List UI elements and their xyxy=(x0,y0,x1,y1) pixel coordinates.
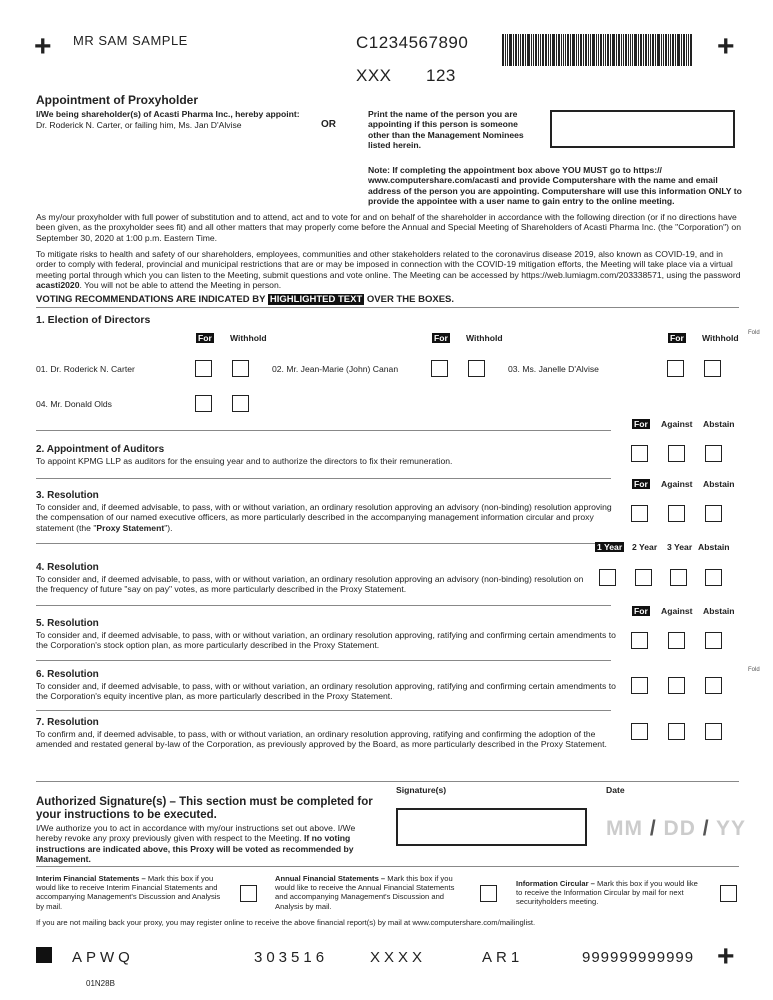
item6-against-checkbox[interactable] xyxy=(668,677,685,694)
signature-box[interactable] xyxy=(396,808,587,846)
barcode-bar xyxy=(556,34,557,66)
fold-mark-2: Fold xyxy=(748,667,760,673)
footer-code-3: XXXX xyxy=(370,949,427,966)
divider xyxy=(36,710,611,711)
barcode-bar xyxy=(598,34,599,66)
item3-text: To consider and, if deemed advisable, to pass, with or without variation, an ordinary resolution approving an advisory (non-binding) resolution approving the compensation of our named executive officers, as more particularly described in the accompanying management information circular and proxy statement (the "Proxy Statement"). xyxy=(36,502,612,533)
director-01: 01. Dr. Roderick N. Carter xyxy=(36,364,135,374)
item2-for-checkbox[interactable] xyxy=(631,445,648,462)
divider xyxy=(36,430,611,431)
barcode-bar xyxy=(540,34,541,66)
barcode-bar xyxy=(600,34,602,66)
annual-statements-checkbox[interactable] xyxy=(480,885,497,902)
barcode-bar xyxy=(552,34,555,66)
for-header-item2: For xyxy=(634,419,648,429)
barcode-bar xyxy=(630,34,631,66)
barcode-bar xyxy=(638,34,639,66)
barcode-bar xyxy=(688,34,689,66)
or-label: OR xyxy=(321,119,336,130)
abstain-header-item3: Abstain xyxy=(703,479,735,489)
item5-text: To consider and, if deemed advisable, to pass, with or without variation, an ordinary resolution approving, ratifying and confirming certain amendments to the Corporation's stock option plan, as more particularly described in the Proxy Statement. xyxy=(36,630,616,651)
barcode-bar xyxy=(621,34,622,66)
abstain-header-item4: Abstain xyxy=(698,542,730,552)
item2-abstain-checkbox[interactable] xyxy=(705,445,722,462)
against-header-item3: Against xyxy=(661,479,693,489)
barcode xyxy=(502,34,724,66)
item3-for-checkbox[interactable] xyxy=(631,505,648,522)
divider xyxy=(36,478,611,479)
director-02: 02. Mr. Jean-Marie (John) Canan xyxy=(272,364,399,374)
barcode-bar xyxy=(634,34,637,66)
director-02-withhold-checkbox[interactable] xyxy=(468,360,485,377)
appointment-lead: I/We being shareholder(s) of Acasti Pharma Inc., hereby appoint: xyxy=(36,109,300,119)
divider xyxy=(36,307,739,308)
divider xyxy=(36,866,739,867)
barcode-bar xyxy=(592,34,595,66)
barcode-bar xyxy=(652,34,654,66)
barcode-bar xyxy=(535,34,537,66)
barcode-bar xyxy=(603,34,604,66)
barcode-bar xyxy=(681,34,682,66)
for-header-2: For xyxy=(434,333,448,343)
fold-mark-1: Fold xyxy=(748,330,760,336)
barcode-bar xyxy=(538,34,539,66)
mailing-list-note: If you are not mailing back your proxy, you may register online to receive the above financial report(s) by mail at www.computershare.com/mailinglist. xyxy=(36,918,536,927)
barcode-bar xyxy=(668,34,669,66)
footer-code-2: 303516 xyxy=(254,949,329,966)
form-id: 01N28B xyxy=(86,979,115,988)
item3-title: 3. Resolution xyxy=(36,490,99,501)
shareholder-name: MR SAM SAMPLE xyxy=(73,33,188,48)
barcode-bar xyxy=(612,34,615,66)
election-title: 1. Election of Directors xyxy=(36,314,151,326)
barcode-bar xyxy=(648,34,649,66)
barcode-bar xyxy=(522,34,524,66)
item5-title: 5. Resolution xyxy=(36,618,99,629)
item5-abstain-checkbox[interactable] xyxy=(705,632,722,649)
barcode-bar xyxy=(567,34,569,66)
code-right: 123 xyxy=(426,66,456,85)
barcode-bar xyxy=(513,34,514,66)
proxy-authority-paragraph: As my/our proxyholder with full power of substitution and to attend, act and to vote for and on behalf of the shareholder in accordance with the following direction (or if no directions have been given, as the proxyholder sees fit) and all other matters that may properly come before the Annual and Special Meeting of Shareholders of Acasti Pharma Inc. (the "Corporation") on September 30, 2020 at 1:00 p.m. Eastern Time. xyxy=(36,212,741,243)
barcode-bar xyxy=(518,34,519,66)
barcode-bar xyxy=(672,34,674,66)
item3-abstain-checkbox[interactable] xyxy=(705,505,722,522)
barcode-bar xyxy=(607,34,609,66)
for-header-item3: For xyxy=(634,479,648,489)
barcode-bar xyxy=(502,34,504,66)
for-header-1: For xyxy=(198,333,212,343)
two-year-header: 2 Year xyxy=(632,542,658,552)
interim-statements-text: Interim Financial Statements – Mark this box if you would like to receive Interim Financial Statements and accompanying Management's Discussion and Analysis by mail. xyxy=(36,874,221,911)
date-field[interactable]: MM / DD / YY xyxy=(606,817,747,840)
three-year-header: 3 Year xyxy=(667,542,693,552)
item7-text: To confirm and, if deemed advisable, to pass, with or without variation, an ordinary resolution approving, ratifying and confirming the adoption of the amended and restated general by-law of the Corporation, as previously approved by the Board, as more particularly described in the Proxy Statement. xyxy=(36,729,607,750)
barcode-bar xyxy=(610,34,611,66)
barcode-bar xyxy=(550,34,551,66)
barcode-bar xyxy=(576,34,577,66)
barcode-bar xyxy=(657,34,660,66)
signature-section-title: Authorized Signature(s) – This section must be completed for your instructions to be executed. xyxy=(36,796,373,821)
barcode-bar xyxy=(548,34,549,66)
appointee-name-box[interactable] xyxy=(550,110,735,148)
item6-title: 6. Resolution xyxy=(36,669,99,680)
barcode-bar xyxy=(605,34,606,66)
item5-for-checkbox[interactable] xyxy=(631,632,648,649)
barcode-bar xyxy=(580,34,582,66)
barcode-bar xyxy=(632,34,633,66)
barcode-bar xyxy=(618,34,620,66)
director-02-for-checkbox[interactable] xyxy=(431,360,448,377)
voting-recommendations-heading: VOTING RECOMMENDATIONS ARE INDICATED BY HIGHLIGHTED TEXT OVER THE BOXES. xyxy=(36,294,455,305)
footer-code-5: 999999999999 xyxy=(582,949,695,966)
barcode-bar xyxy=(585,34,587,66)
item6-for-checkbox[interactable] xyxy=(631,677,648,694)
divider xyxy=(36,605,611,606)
withhold-header-1: Withhold xyxy=(230,333,267,343)
director-01-for-checkbox[interactable] xyxy=(195,360,212,377)
item6-text: To consider and, if deemed advisable, to pass, with or without variation, an ordinary resolution approving, ratifying and confirming certain amendments to the Corporation's equity incentive plan, as more particularly described in the Proxy Statement. xyxy=(36,681,616,702)
barcode-bar xyxy=(643,34,644,66)
signature-authorization-text: I/We authorize you to act in accordance with my/our instructions set out above. I/We hereby revoke any proxy previously given with respect to the Meeting. If no voting instructions are indicated above, this Proxy will be voted as recommended by Management. xyxy=(36,823,356,865)
withhold-header-2: Withhold xyxy=(466,333,503,343)
barcode-bar xyxy=(683,34,685,66)
barcode-bar xyxy=(670,34,671,66)
director-04-for-checkbox[interactable] xyxy=(195,395,212,412)
barcode-bar xyxy=(520,34,521,66)
barcode-bar xyxy=(661,34,662,66)
barcode-bar xyxy=(533,34,534,66)
one-year-header: 1 Year xyxy=(597,542,623,552)
barcode-bar xyxy=(565,34,566,66)
director-03-for-checkbox[interactable] xyxy=(667,360,684,377)
item4-two-year-checkbox[interactable] xyxy=(635,569,652,586)
management-nominees: Dr. Roderick N. Carter, or failing him, Ms. Jan D'Alvise xyxy=(36,120,242,130)
item4-abstain-checkbox[interactable] xyxy=(705,569,722,586)
barcode-bar xyxy=(531,34,532,66)
registration-mark-top-right: + xyxy=(717,30,735,63)
barcode-bar xyxy=(578,34,579,66)
item7-title: 7. Resolution xyxy=(36,717,99,728)
barcode-bar xyxy=(616,34,617,66)
barcode-bar xyxy=(686,34,687,66)
barcode-bar xyxy=(655,34,656,66)
against-header-item2: Against xyxy=(661,419,693,429)
signature-label: Signature(s) xyxy=(396,785,447,795)
item4-three-year-checkbox[interactable] xyxy=(670,569,687,586)
barcode-bar xyxy=(675,34,676,66)
interim-statements-checkbox[interactable] xyxy=(240,885,257,902)
abstain-header-item5: Abstain xyxy=(703,606,735,616)
barcode-bar xyxy=(623,34,624,66)
director-04-withhold-checkbox[interactable] xyxy=(232,395,249,412)
director-03: 03. Ms. Janelle D'Alvise xyxy=(508,364,599,374)
item7-against-checkbox[interactable] xyxy=(668,723,685,740)
barcode-bar xyxy=(583,34,584,66)
control-number: C1234567890 xyxy=(356,33,469,52)
barcode-bar xyxy=(645,34,647,66)
barcode-bar xyxy=(558,34,560,66)
item4-one-year-checkbox[interactable] xyxy=(599,569,616,586)
footer-code-4: AR1 xyxy=(482,949,524,966)
barcode-bar xyxy=(525,34,526,66)
print-name-instructions: Print the name of the person you are appointing if this person is someone other than the Management Nominees listed herein. xyxy=(368,109,524,151)
item3-against-checkbox[interactable] xyxy=(668,505,685,522)
abstain-header-item2: Abstain xyxy=(703,419,735,429)
information-circular-checkbox[interactable] xyxy=(720,885,737,902)
appointment-note: Note: If completing the appointment box above YOU MUST go to https:// www.computershare.com/acasti and provide Computershare with the name and email address of the person you are appointing. Computershare will use this information ONLY to provide the appointee with a user name to gain entry to the online meeting. xyxy=(368,165,742,207)
barcode-bar xyxy=(527,34,530,66)
item7-for-checkbox[interactable] xyxy=(631,723,648,740)
virtual-meeting-paragraph: To mitigate risks to health and safety of our shareholders, employees, communities and other stakeholders related to the coronavirus disease 2019, also known as COVID-19, and in order to comply with federal, provincial and municipal restrictions that are or may be imposed in connection with the COVID-19 mitigation efforts, the Meeting will take place via a virtual meeting portal through which you can listen to the Meeting, submit questions and vote online. The Meeting can be accessed by https://web.lumiagm.com/203338571, using the password acasti2020. You will not be able to attend the Meeting in person. xyxy=(36,249,741,291)
item4-title: 4. Resolution xyxy=(36,562,99,573)
for-header-item5: For xyxy=(634,606,648,616)
divider xyxy=(36,543,611,544)
barcode-bar xyxy=(650,34,651,66)
barcode-bar xyxy=(561,34,562,66)
appointment-title: Appointment of Proxyholder xyxy=(36,93,198,107)
barcode-bar xyxy=(507,34,508,66)
barcode-bar xyxy=(628,34,629,66)
barcode-bar xyxy=(542,34,544,66)
director-01-withhold-checkbox[interactable] xyxy=(232,360,249,377)
divider xyxy=(36,781,739,782)
information-circular-text: Information Circular – Mark this box if you would like to receive the Information Circular by mail for next securityholders meeting. xyxy=(516,879,698,907)
barcode-bar xyxy=(677,34,680,66)
item5-against-checkbox[interactable] xyxy=(668,632,685,649)
barcode-bar xyxy=(596,34,597,66)
date-label: Date xyxy=(606,785,625,795)
item7-abstain-checkbox[interactable] xyxy=(705,723,722,740)
barcode-bar xyxy=(588,34,589,66)
against-header-item5: Against xyxy=(661,606,693,616)
for-header-3: For xyxy=(670,333,684,343)
barcode-bar xyxy=(570,34,571,66)
barcode-bar xyxy=(563,34,564,66)
code-left: XXX xyxy=(356,66,392,85)
withhold-header-3: Withhold xyxy=(702,333,739,343)
registration-mark-bottom-right: + xyxy=(717,940,735,973)
barcode-bar xyxy=(509,34,512,66)
barcode-bar xyxy=(545,34,547,66)
barcode-bar xyxy=(625,34,627,66)
barcode-bar xyxy=(505,34,506,66)
barcode-bar xyxy=(590,34,591,66)
director-04: 04. Mr. Donald Olds xyxy=(36,399,112,409)
barcode-bar xyxy=(663,34,664,66)
barcode-bar xyxy=(665,34,667,66)
divider xyxy=(36,660,611,661)
barcode-bar xyxy=(640,34,642,66)
item4-text: To consider and, if deemed advisable, to pass, with or without variation, an ordinary resolution approving an advisory (non-binding) resolution on the frequency of future "say on pay" votes, as more particularly described in the Proxy Statement. xyxy=(36,574,584,595)
footer-code-1: APWQ xyxy=(72,949,134,966)
footer-square-mark xyxy=(36,947,52,963)
item6-abstain-checkbox[interactable] xyxy=(705,677,722,694)
director-03-withhold-checkbox[interactable] xyxy=(704,360,721,377)
item2-against-checkbox[interactable] xyxy=(668,445,685,462)
registration-mark-top-left: + xyxy=(34,30,52,63)
item2-text: To appoint KPMG LLP as auditors for the ensuing year and to authorize the directors to fix their remuneration. xyxy=(36,456,453,466)
barcode-bar xyxy=(515,34,517,66)
item2-title: 2. Appointment of Auditors xyxy=(36,444,165,455)
annual-statements-text: Annual Financial Statements – Mark this box if you would like to receive the Annual Financial Statements and accompanying Management's Discussion and Analysis by mail. xyxy=(275,874,455,911)
barcode-bar xyxy=(572,34,575,66)
barcode-bar xyxy=(690,34,692,66)
